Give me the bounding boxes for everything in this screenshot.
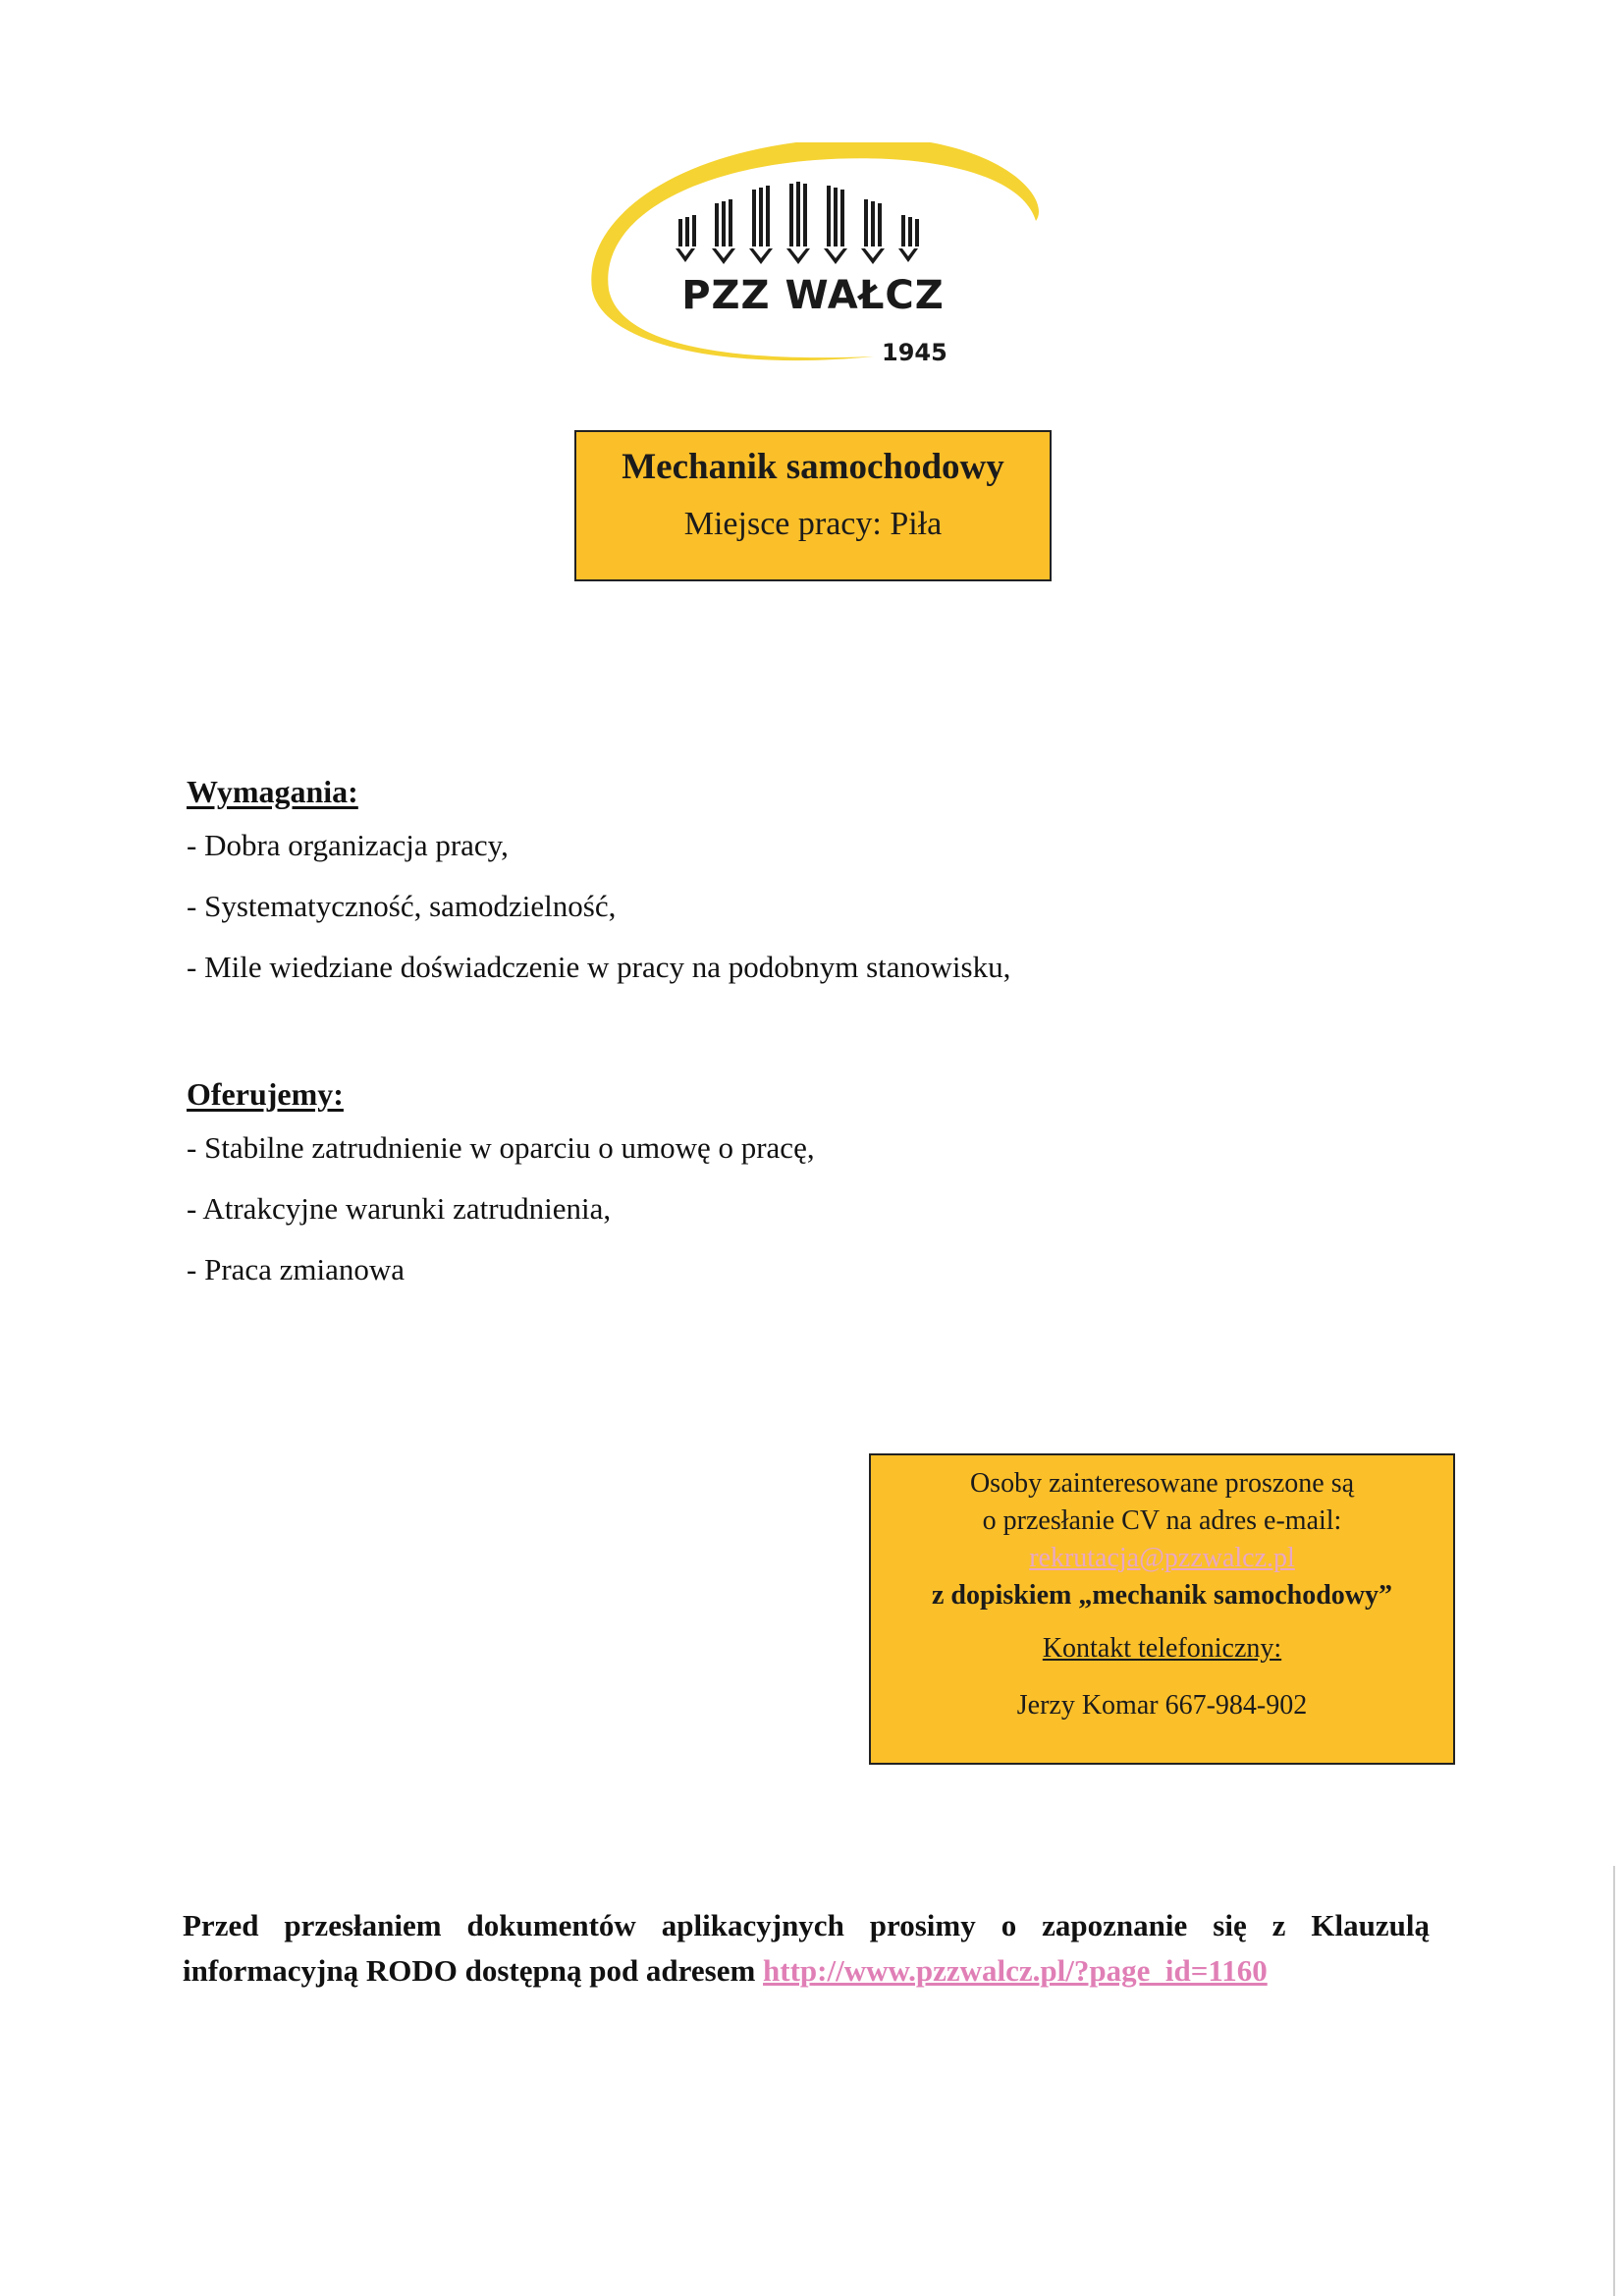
list-item: - Atrakcyjne warunki zatrudnienia,: [187, 1191, 612, 1226]
requirements-list: [187, 830, 1010, 982]
list-item: - Mile wiedziane doświadczenie w pracy na podobnym stanowisku,: [187, 950, 1011, 984]
logo-graphic: [589, 142, 1041, 378]
logo-wordmark: PZZ WAŁCZ: [681, 273, 945, 318]
offer-heading: Oferujemy:: [187, 1076, 344, 1112]
list-item: - Systematyczność, samodzielność,: [187, 889, 617, 923]
gdpr-notice-text: Przed przesłaniem dokumentów aplikacyjnych prosimy o zapoznanie się z Klauzulą informacyjną RODO dostępną pod adresem: [183, 1908, 1430, 1988]
job-location: Miejsce pracy: Piła: [683, 506, 943, 542]
contact-person: Jerzy Komar 667-984-902: [1016, 1690, 1308, 1721]
list-item: - Praca zmianowa: [187, 1252, 406, 1286]
job-title: Mechanik samochodowy: [622, 447, 1004, 487]
scan-edge-line: [1613, 1866, 1615, 2296]
requirements-heading: Wymagania:: [187, 774, 358, 809]
offer-list: [187, 1132, 815, 1285]
contact-line-2: o przesłanie CV na adres e-mail:: [982, 1505, 1342, 1536]
contact-line-1: Osoby zainteresowane proszone są: [969, 1468, 1355, 1499]
requirements-section: [187, 774, 1010, 1012]
job-title-box: [574, 430, 1052, 581]
gdpr-notice: [183, 1903, 1430, 1994]
list-item: - Dobra organizacja pracy,: [187, 828, 509, 862]
gdpr-policy-link[interactable]: http://www.pzzwalcz.pl/?page_id=1160: [763, 1953, 1268, 1988]
email-link[interactable]: rekrutacja@pzzwalcz.pl: [1029, 1543, 1295, 1573]
list-item: - Stabilne zatrudnienie w oparciu o umowę o pracę,: [187, 1130, 815, 1165]
company-logo: [589, 142, 1041, 378]
logo-year: 1945: [882, 339, 947, 366]
email-link-wrapper: [871, 1540, 1453, 1577]
contact-box: [869, 1453, 1455, 1765]
phone-contact-label: Kontakt telefoniczny:: [1042, 1633, 1282, 1664]
email-subject-note: z dopiskiem „mechanik samochodowy”: [931, 1580, 1393, 1611]
offer-section: [187, 1076, 815, 1315]
